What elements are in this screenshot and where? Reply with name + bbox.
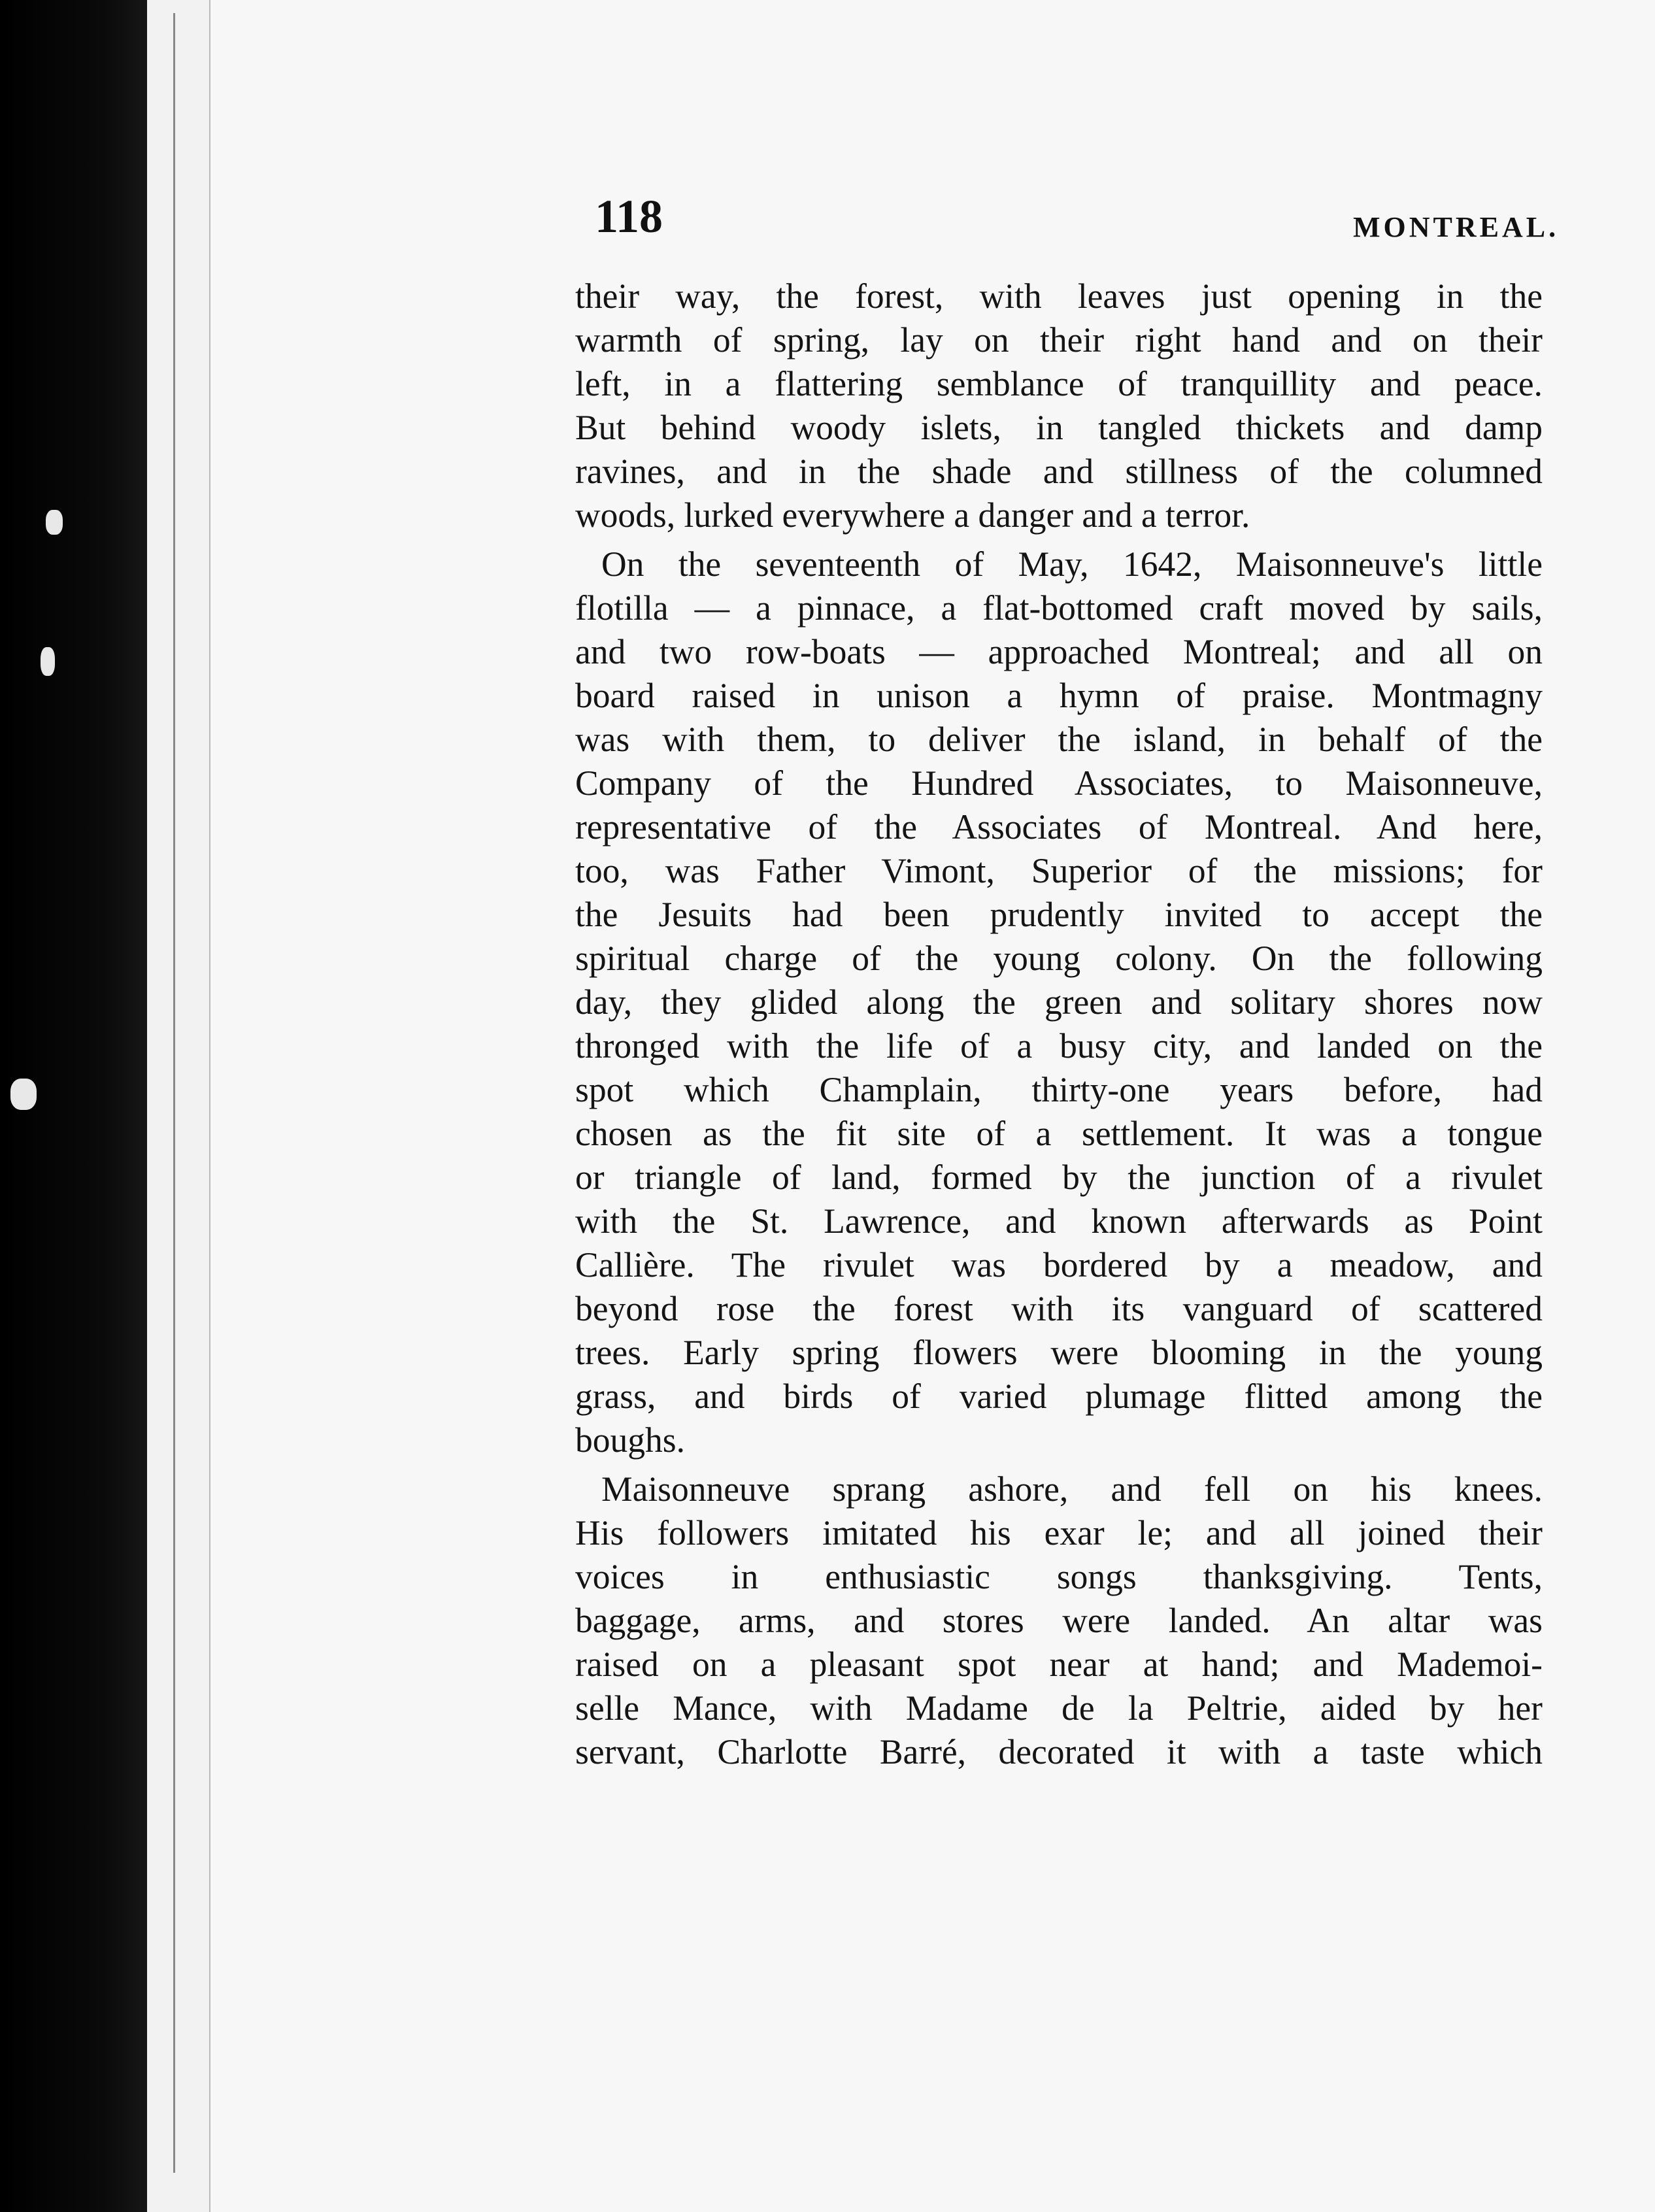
text-line: with the St. Lawrence, and known afterwards as Point xyxy=(575,1201,1543,1241)
paragraph xyxy=(575,275,1543,537)
text-line: baggage, arms, and stores were landed. An altar was xyxy=(575,1601,1543,1640)
text-line: spot which Champlain, thirty-one years before, had xyxy=(575,1070,1543,1109)
text-line: Maisonneuve sprang ashore, and fell on his knees. xyxy=(601,1469,1543,1509)
text-line: ravines, and in the shade and stillness of the columned xyxy=(575,452,1543,491)
spine-speck xyxy=(41,647,55,676)
running-head: MONTREAL. xyxy=(1353,211,1560,243)
text-line: board raised in unison a hymn of praise. Montmagny xyxy=(575,676,1543,715)
text-line: Company of the Hundred Associates, to Maisonneuve, xyxy=(575,763,1543,803)
text-line: thronged with the life of a busy city, and landed on the xyxy=(575,1026,1543,1065)
text-line: But behind woody islets, in tangled thickets and damp xyxy=(575,408,1543,447)
text-line: the Jesuits had been prudently invited to accept the xyxy=(575,895,1543,934)
text-line: boughs. xyxy=(575,1420,685,1460)
text-line: selle Mance, with Madame de la Peltrie, aided by her xyxy=(575,1688,1543,1728)
spine-speck xyxy=(10,1079,37,1110)
text-line: warmth of spring, lay on their right hand and on their xyxy=(575,320,1543,360)
spine-speck xyxy=(46,510,63,535)
text-line: trees. Early spring flowers were blooming in the young xyxy=(575,1333,1543,1372)
text-line: day, they glided along the green and solitary shores now xyxy=(575,982,1543,1022)
text-line: and two row-boats — approached Montreal; and all on xyxy=(575,632,1543,671)
text-line: their way, the forest, with leaves just opening in the xyxy=(575,276,1543,316)
text-line: voices in enthusiastic songs thanksgiving. Tents, xyxy=(575,1557,1543,1596)
text-line: or triangle of land, formed by the junction of a rivulet xyxy=(575,1158,1543,1197)
text-line: Callière. The rivulet was bordered by a meadow, and xyxy=(575,1245,1543,1284)
text-line: servant, Charlotte Barré, decorated it with a taste which xyxy=(575,1732,1543,1771)
text-line: raised on a pleasant spot near at hand; and Mademoi- xyxy=(575,1645,1543,1684)
text-line: His followers imitated his exar le; and all joined their xyxy=(575,1513,1543,1552)
text-line: representative of the Associates of Montreal. And here, xyxy=(575,807,1543,846)
paragraph xyxy=(575,1467,1543,1774)
page-edge xyxy=(173,13,175,2173)
book-spine-shadow xyxy=(0,0,170,2212)
text-line: was with them, to deliver the island, in behalf of the xyxy=(575,720,1543,759)
text-line: woods, lurked everywhere a danger and a terror. xyxy=(575,495,1250,535)
body-text xyxy=(575,275,1543,1779)
text-line: On the seventeenth of May, 1642, Maisonneuve's little xyxy=(601,545,1543,584)
text-line: beyond rose the forest with its vanguard of scattered xyxy=(575,1289,1543,1328)
text-line: too, was Father Vimont, Superior of the missions; for xyxy=(575,851,1543,890)
text-line: grass, and birds of varied plumage flitted among the xyxy=(575,1377,1543,1416)
page-number: 118 xyxy=(595,190,663,243)
text-line: spiritual charge of the young colony. On the following xyxy=(575,939,1543,978)
text-line: left, in a flattering semblance of tranquillity and peace. xyxy=(575,364,1543,403)
text-line: flotilla — a pinnace, a flat-bottomed craft moved by sails, xyxy=(575,588,1543,628)
paragraph xyxy=(575,543,1543,1462)
text-line: chosen as the fit site of a settlement. It was a tongue xyxy=(575,1114,1543,1153)
page-header xyxy=(379,190,1560,261)
